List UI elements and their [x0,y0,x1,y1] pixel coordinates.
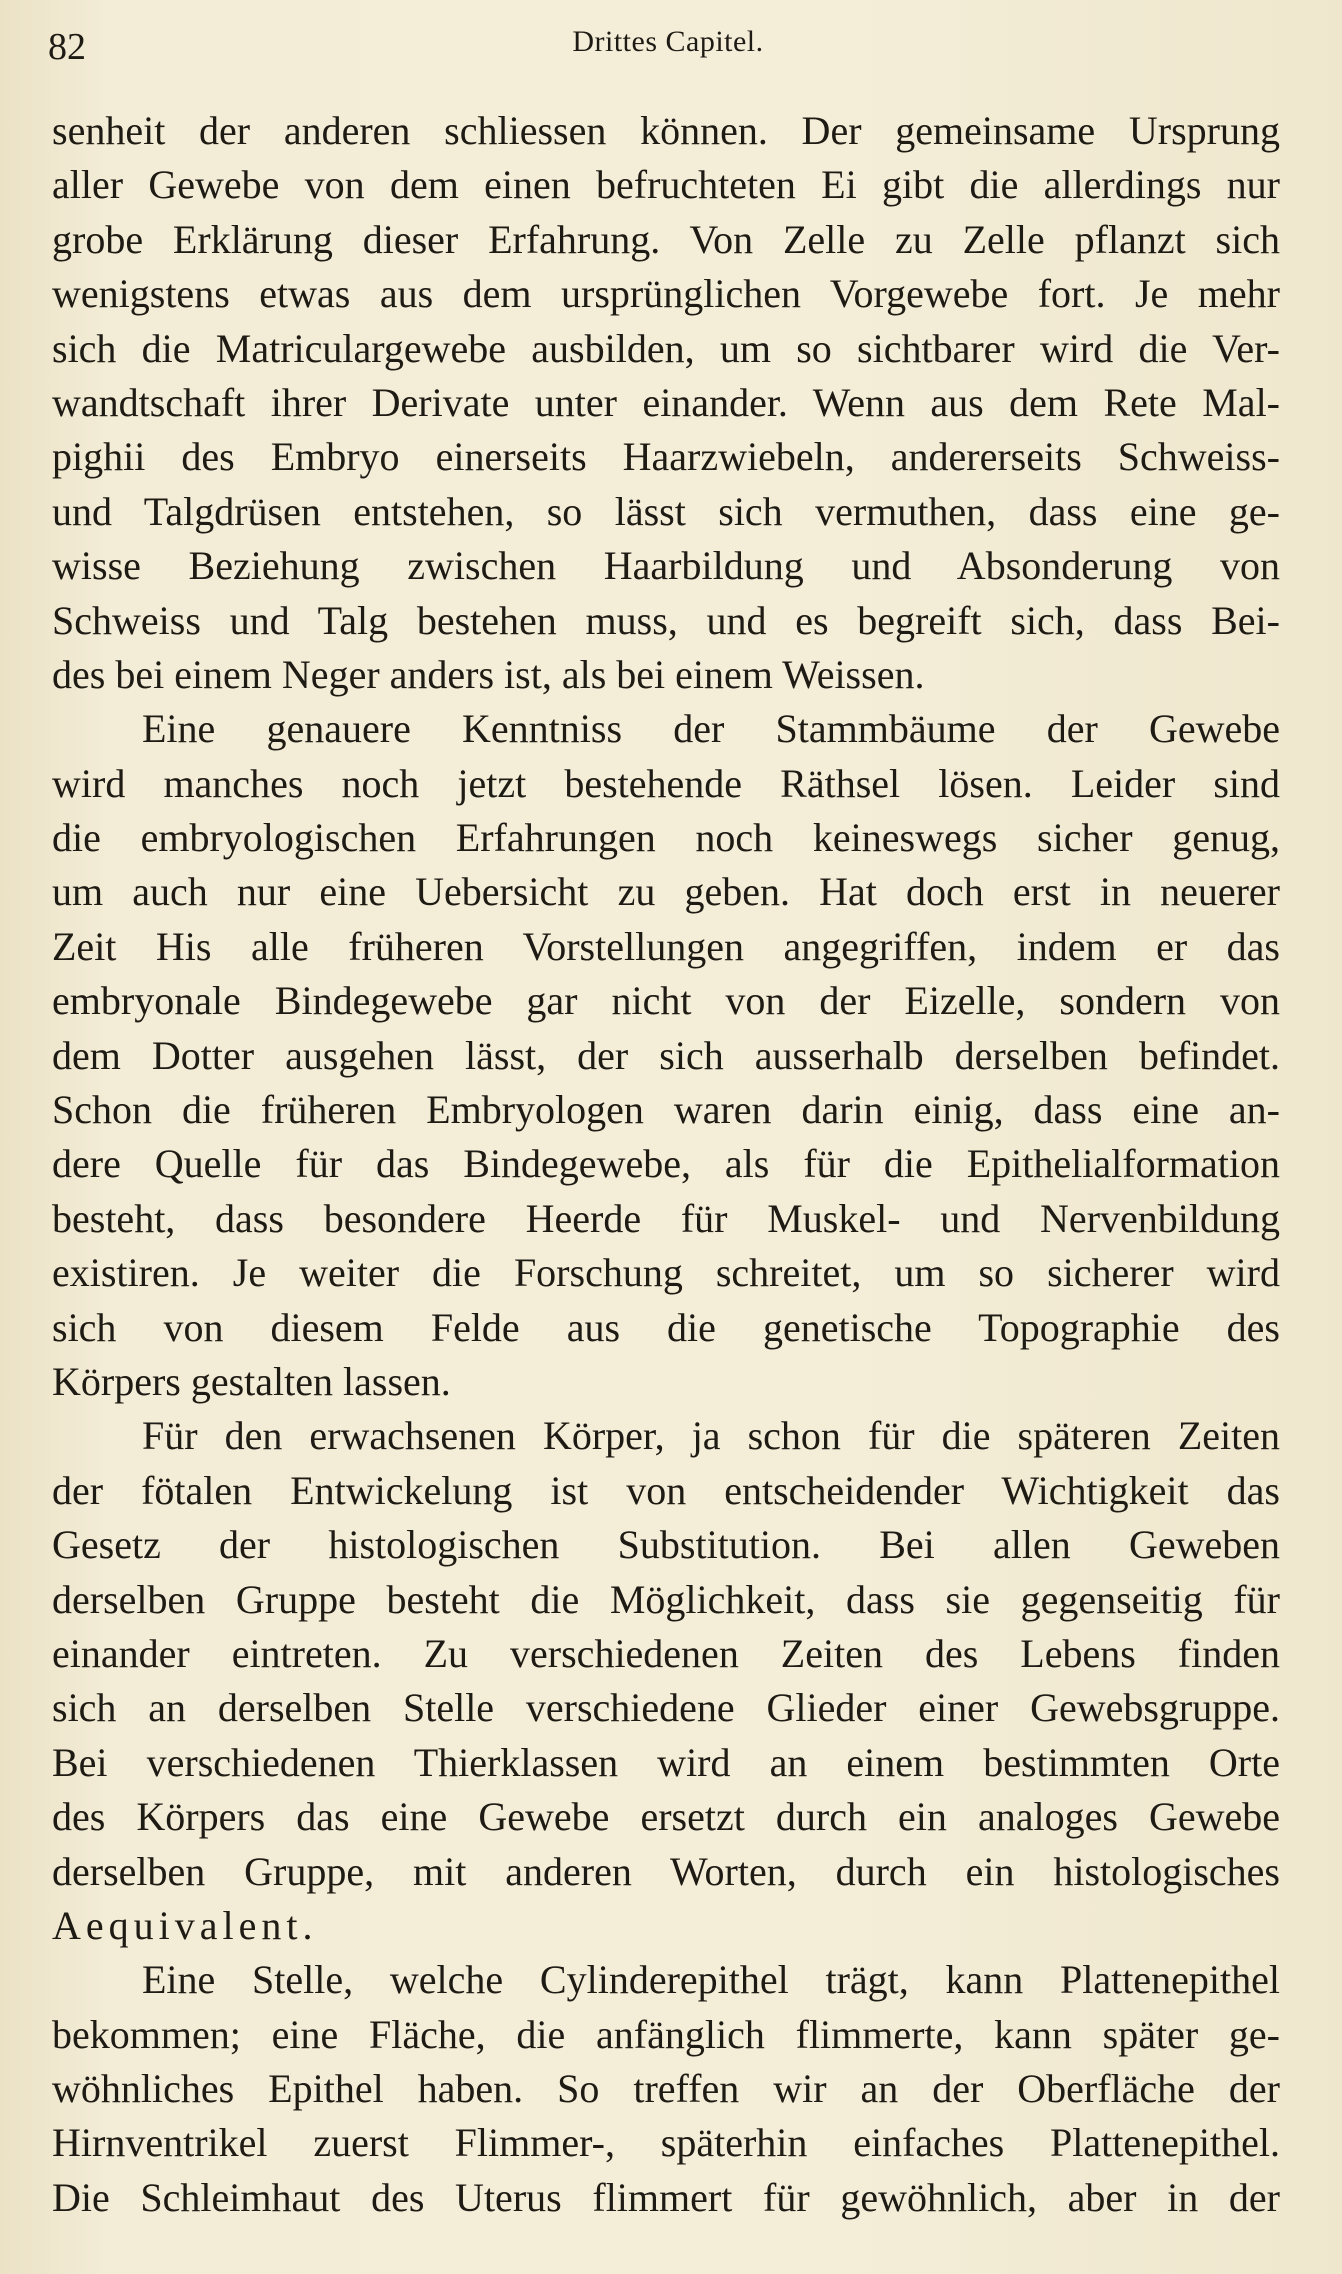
text-line: einander eintreten. Zu verschiedenen Zeiten des Lebens finden [52,1630,1280,1676]
text-line: Bei verschiedenen Thierklassen wird an einem bestimmten Orte [52,1739,1280,1785]
page-number: 82 [48,26,86,68]
text-line: Für den erwachsenen Körper, ja schon für die späteren Zeiten [142,1413,1280,1459]
text-line: derselben Gruppe besteht die Möglichkeit, dass sie gegenseitig für [52,1576,1280,1622]
paragraph [52,1953,1280,2225]
text-line: des Körpers das eine Gewebe ersetzt durch ein analoges Gewebe [52,1794,1280,1840]
text-line: des bei einem Neger anders ist, als bei einem Weissen. [52,651,925,697]
text-line: der fötalen Entwickelung ist von entscheidender Wichtigkeit das [52,1467,1280,1513]
text-line: wird manches noch jetzt bestehende Räthsel lösen. Leider sind [52,760,1280,806]
text-line: sich die Matriculargewebe ausbilden, um so sichtbarer wird die Ver- [52,325,1280,371]
text-line: Schon die früheren Embryologen waren darin einig, dass eine an- [52,1087,1280,1133]
body-text [52,104,1280,2225]
text-line: pighii des Embryo einerseits Haarzwiebeln, andererseits Schweiss- [52,434,1280,480]
text-line: Die Schleimhaut des Uterus flimmert für gewöhnlich, aber in der [52,2174,1280,2220]
text-line: existiren. Je weiter die Forschung schreitet, um so sicherer wird [52,1250,1280,1296]
page-header [48,22,1288,72]
text-line: aller Gewebe von dem einen befruchteten Ei gibt die allerdings nur [52,162,1280,208]
text-line: um auch nur eine Uebersicht zu geben. Hat doch erst in neuerer [52,869,1280,915]
text-line: Hirnventrikel zuerst Flimmer-, späterhin einfaches Plattenepithel. [52,2120,1280,2166]
text-line: sich von diesem Felde aus die genetische Topographie des [52,1304,1280,1350]
text-line: besteht, dass besondere Heerde für Muskel- und Nervenbildung [52,1195,1280,1241]
text-line: Eine genauere Kenntniss der Stammbäume der Gewebe [142,706,1280,752]
text-line: Schweiss und Talg bestehen muss, und es begreift sich, dass Bei- [52,597,1280,643]
text-line: dem Dotter ausgehen lässt, der sich ausserhalb derselben befindet. [52,1032,1280,1078]
text-line: grobe Erklärung dieser Erfahrung. Von Zelle zu Zelle pflanzt sich [52,216,1280,262]
text-line: wöhnliches Epithel haben. So treffen wir an der Oberfläche der [52,2066,1280,2112]
text-line: Gesetz der histologischen Substitution. Bei allen Geweben [52,1522,1280,1568]
text-line: sich an derselben Stelle verschiedene Glieder einer Gewebsgruppe. [52,1685,1280,1731]
text-line: wisse Beziehung zwischen Haarbildung und Absonderung von [52,543,1280,589]
text-line: bekommen; eine Fläche, die anfänglich flimmerte, kann später ge- [52,2011,1280,2057]
text-line: Eine Stelle, welche Cylinderepithel trägt, kann Plattenepithel [142,1957,1280,2003]
text-line: und Talgdrüsen entstehen, so lässt sich vermuthen, dass eine ge- [52,488,1280,534]
text-line: senheit der anderen schliessen können. Der gemeinsame Ursprung [52,108,1280,153]
text-line: die embryologischen Erfahrungen noch keineswegs sicher genug, [52,815,1280,861]
text-line: Körpers gestalten lassen. [52,1358,451,1404]
text-line: derselben Gruppe, mit anderen Worten, durch ein histologisches [52,1848,1280,1894]
text-line: dere Quelle für das Bindegewebe, als für die Epithelialformation [52,1141,1280,1187]
text-line: embryonale Bindegewebe gar nicht von der Eizelle, sondern von [52,978,1280,1024]
text-line: Zeit His alle früheren Vorstellungen angegriffen, indem er das [52,923,1280,969]
text-line: Aequivalent. [52,1902,318,1948]
paragraph [52,1409,1280,1953]
paragraph [52,702,1280,1409]
text-line: wenigstens etwas aus dem ursprünglichen Vorgewebe fort. Je mehr [52,271,1280,317]
paragraph [52,104,1280,702]
running-head: Drittes Capitel. [572,25,764,58]
text-line: wandtschaft ihrer Derivate unter einander. Wenn aus dem Rete Mal- [52,379,1280,425]
